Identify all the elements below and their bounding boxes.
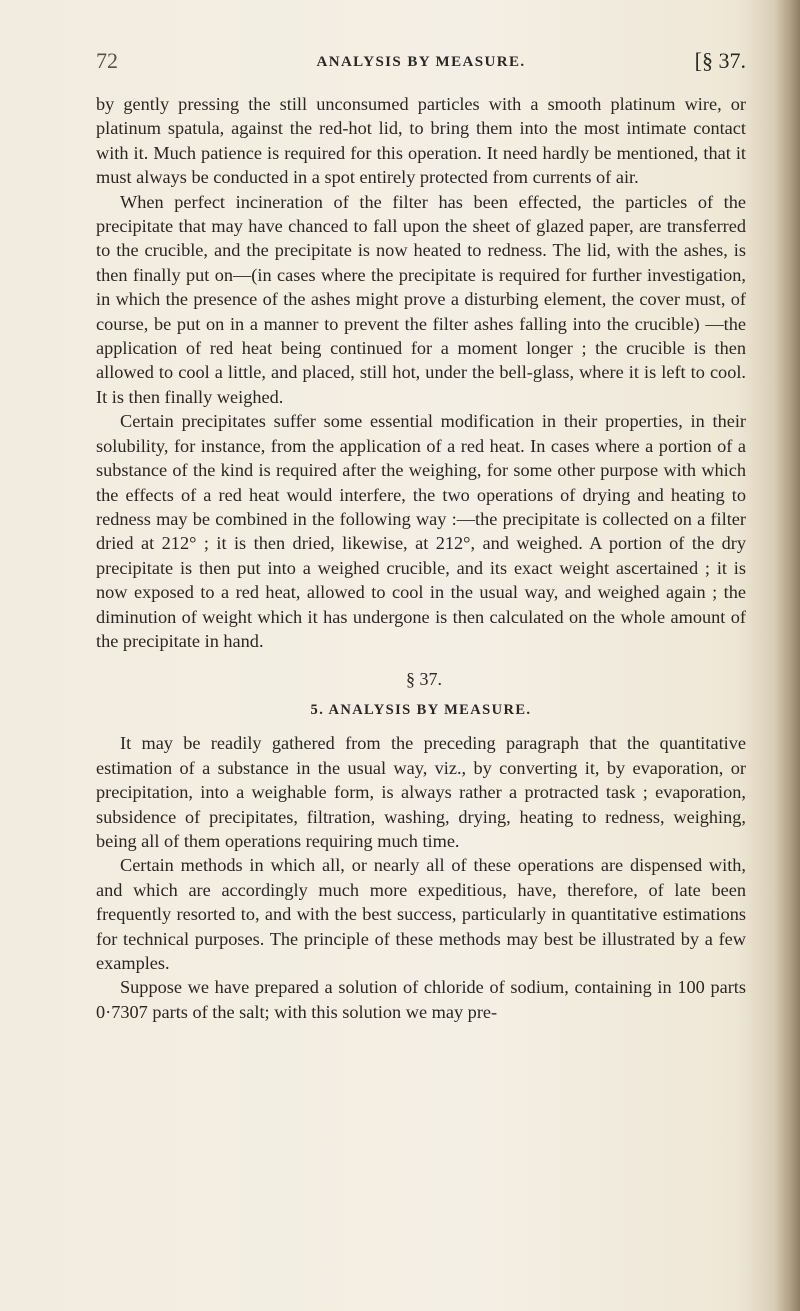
paragraph: Certain precipitates suffer some essential modification in their properties, in their solubility, for instance, from the application of a red heat. In cases where a portion of a substance of the kind is required after the weighing, for some other purpose with which the effects of a red heat would interfere, the two operations of drying and heating to redness may be combined in the following way :—the precipitate is collected on a filter dried at 212° ; it is then dried, likewise, at 212°, and weighed. A portion of the dry precipitate is then put into a weighed crucible, and its exact weight ascertained ; it is now exposed to a red heat, allowed to cool in the usual way, and weighed again ; the diminution of weight which it has undergone is then calculated on the whole amount of the precipitate in hand.	[96, 411, 746, 651]
running-title: ANALYSIS BY MEASURE.	[316, 54, 526, 70]
section-title: 5. ANALYSIS BY MEASURE.	[310, 702, 532, 719]
section-number: § 37.	[406, 669, 442, 690]
paragraph: It may be readily gathered from the preceding paragraph that the quantitative estimation of a substance in the usual way, viz., by converting it, by evaporation, or precipitation, into a weighable form, is always rather a protracted task ; evaporation, subsidence of precipitates, filtration, washing, drying, heating to redness, weighing, being all of them operations requiring much time.	[96, 733, 746, 851]
page-header	[96, 48, 746, 78]
body-text	[96, 92, 746, 1024]
page-number: 72	[96, 48, 118, 73]
paragraph: Suppose we have prepared a solution of chloride of sodium, containing in 100 parts 0·7307 parts of the salt; with this solution we may pre-	[96, 977, 746, 1022]
paragraph: by gently pressing the still unconsumed particles with a smooth platinum wire, or platinum spatula, against the red-hot lid, to bring them into the most intimate contact with it. Much patience is required for this operation. It need hardly be mentioned, that it must always be conducted in a spot entirely protected from currents of air.	[96, 94, 746, 188]
paragraph: When perfect incineration of the filter has been effected, the particles of the precipitate that may have chanced to fall upon the sheet of glazed paper, are transferred to the crucible, and the precipitate is now heated to redness. The lid, with the ashes, is then finally put on—(in cases where the precipitate is required for further investigation, in which the presence of the ashes might prove a disturbing element, the cover must, of course, be put on in a manner to prevent the filter ashes falling into the crucible) —the application of red heat being continued for a moment longer ; the crucible is then allowed to cool a little, and placed, still hot, under the bell-glass, where it is left to cool. It is then finally weighed.	[96, 191, 746, 407]
paragraph: Certain methods in which all, or nearly all of these operations are dispensed with, and which are accordingly much more expeditious, have, therefore, of late been frequently resorted to, and with the best success, particularly in quantitative estimations for technical purposes. The principle of these methods may best be illustrated by a few examples.	[96, 855, 746, 973]
section-reference: [§ 37.	[694, 48, 746, 73]
section-heading	[96, 667, 746, 721]
page-edge-shadow	[774, 0, 800, 1311]
